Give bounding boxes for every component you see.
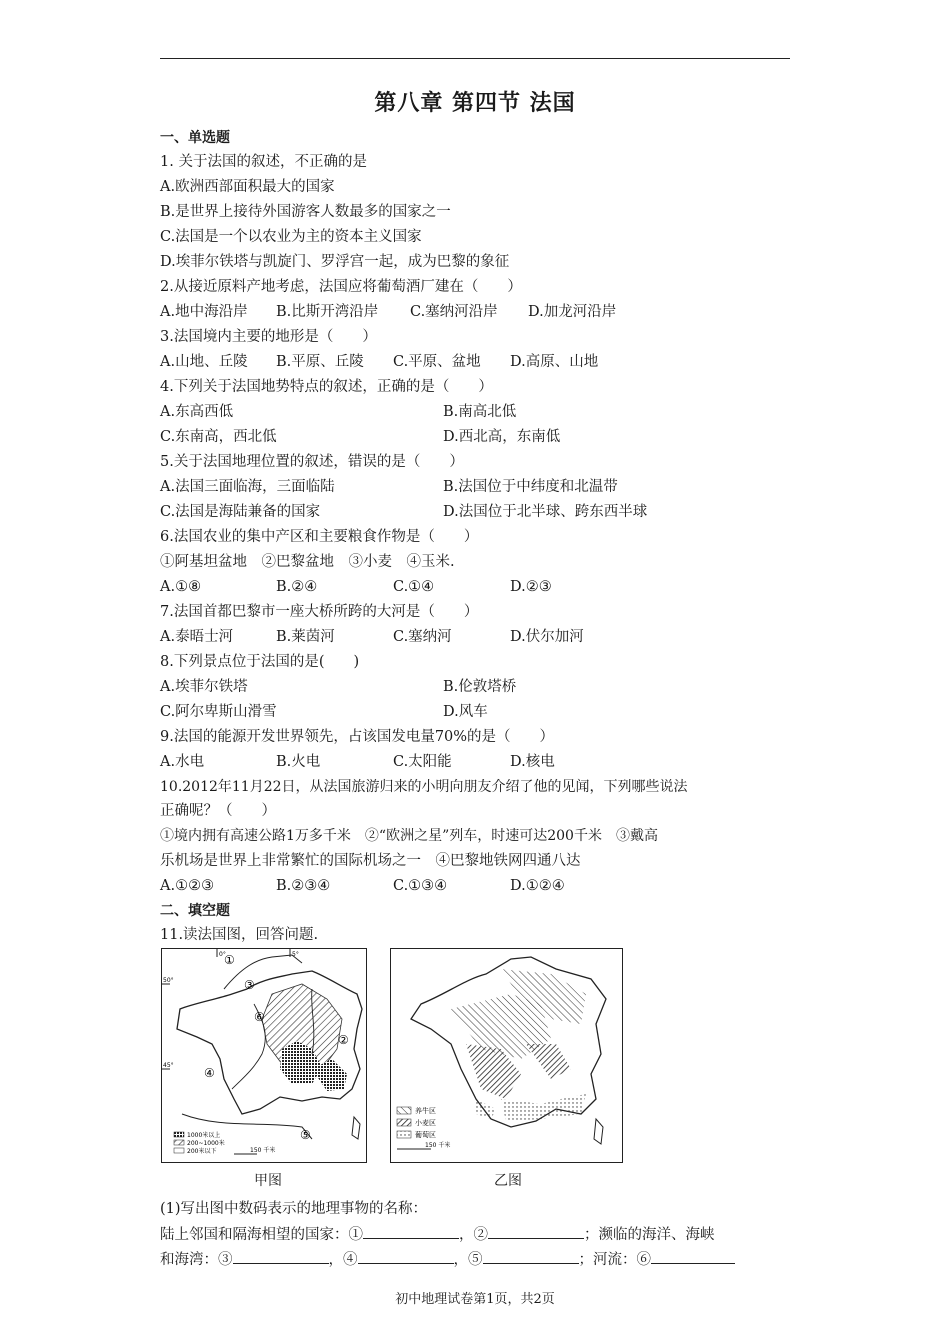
q7-option-b: B.莱茵河 [276, 629, 335, 645]
q7-option-a: A.泰晤士河 [160, 629, 234, 645]
map-jia-lat-50: 50° [163, 977, 174, 984]
q7-stem: 7.法国首都巴黎市一座大桥所跨的大河是（ ） [160, 604, 479, 620]
q2-option-d: D.加龙河沿岸 [528, 304, 617, 320]
q7-option-c: C.塞纳河 [393, 629, 452, 645]
q11-line2-part-a: 陆上邻国和隔海相望的国家：① [160, 1227, 363, 1243]
q10-option-a: A.①②③ [160, 878, 215, 894]
map-jia-label-1: ① [224, 953, 235, 967]
map-yi-legend-1: 养牛区 [415, 1107, 436, 1115]
map-jia-lon-5: 5° [292, 951, 299, 958]
q10-items-line1: ①境内拥有高速公路1万多千米 ②“欧洲之星”列车，时速可达200千米 ③戴高 [160, 828, 658, 844]
page-title: 第八章 第四节 法国 [374, 91, 576, 116]
q10-option-b: B.②③④ [276, 878, 331, 894]
blank-5[interactable] [483, 1249, 579, 1264]
q11-line3-part-a: 和海湾：③ [160, 1252, 233, 1268]
q7-option-d: D.伏尔加河 [510, 629, 584, 645]
q3-option-c: C.平原、盆地 [393, 354, 481, 370]
q3-option-d: D.高原、山地 [510, 354, 599, 370]
q9-option-b: B.火电 [276, 754, 321, 770]
map-jia-label-2: ② [338, 1033, 349, 1047]
map-yi-caption: 乙图 [494, 1173, 522, 1189]
section-heading-single-choice: 一、单选题 [160, 130, 230, 146]
q5-option-a: A.法国三面临海，三面临陆 [160, 479, 335, 495]
blank-3[interactable] [233, 1249, 329, 1264]
q3-option-b: B.平原、丘陵 [276, 354, 364, 370]
q6-option-b: B.②④ [276, 579, 318, 595]
q11-line2-part-b: ，② [459, 1227, 488, 1243]
map-yi-legend-3: 葡萄区 [415, 1131, 436, 1139]
map-jia-legend-2: 200~1000米 [187, 1140, 225, 1147]
q3-option-a: A.山地、丘陵 [160, 354, 248, 370]
section-heading-fill-blank: 二、填空题 [160, 903, 230, 919]
q5-option-d: D.法国位于北半球、跨东西半球 [443, 504, 648, 520]
map-jia-legend-3: 200米以下 [187, 1148, 217, 1155]
q6-items: ①阿基坦盆地 ②巴黎盆地 ③小麦 ④玉米. [160, 554, 455, 570]
map-jia-label-4: ④ [204, 1066, 215, 1080]
q11-stem: 11.读法国图，回答问题. [160, 927, 319, 943]
q8-option-c: C.阿尔卑斯山滑雪 [160, 704, 277, 720]
blank-2[interactable] [488, 1224, 584, 1239]
map-jia-legend-1: 1000米以上 [187, 1132, 221, 1139]
q3-stem: 3.法国境内主要的地形是（ ） [160, 329, 377, 345]
q5-stem: 5.关于法国地理位置的叙述，错误的是（ ） [160, 454, 464, 470]
q11-line3-part-b: ，④ [328, 1252, 358, 1268]
q6-option-a: A.①⑧ [160, 579, 202, 595]
map-yi-legend-2: 小麦区 [415, 1119, 436, 1127]
q4-option-a: A.东高西低 [160, 404, 234, 420]
q10-option-d: D.①②④ [510, 878, 565, 894]
q2-option-c: C.塞纳河沿岸 [410, 304, 498, 320]
q6-stem: 6.法国农业的集中产区和主要粮食作物是（ ） [160, 529, 479, 545]
header-rule [160, 58, 790, 59]
map-yi [390, 948, 623, 1163]
map-jia-drawing [162, 949, 366, 1162]
map-jia-caption: 甲图 [254, 1173, 282, 1189]
q10-items-line2: 乐机场是世界上非常繁忙的国际机场之一 ④巴黎地铁网四通八达 [160, 853, 581, 869]
q9-option-d: D.核电 [510, 754, 555, 770]
q10-stem-line1: 10.2012年11月22日，从法国旅游归来的小明向朋友介绍了他的见闻，下列哪些说法 [160, 779, 688, 795]
page-footer: 初中地理试卷第1页，共2页 [395, 1292, 555, 1307]
map-jia-lon-0: 0° [219, 951, 226, 958]
q9-stem: 9.法国的能源开发世界领先，占该国发电量70%的是（ ） [160, 729, 555, 745]
blank-1[interactable] [363, 1224, 459, 1239]
q11-sub1: (1)写出图中数码表示的地理事物的名称： [160, 1201, 428, 1217]
q9-option-a: A.水电 [160, 754, 205, 770]
q11-line3 [160, 1249, 735, 1270]
map-yi-drawing [391, 949, 622, 1162]
q4-option-b: B.南高北低 [443, 404, 517, 420]
map-jia-scale: 150 千米 [250, 1147, 276, 1154]
q1-option-a: A.欧洲西部面积最大的国家 [160, 179, 335, 195]
map-jia [161, 948, 367, 1163]
q11-line2 [160, 1224, 715, 1245]
map-jia-label-3: ③ [244, 978, 255, 992]
map-yi-scale: 150 千米 [425, 1142, 451, 1149]
q8-option-a: A.埃菲尔铁塔 [160, 679, 248, 695]
map-jia-lat-45: 45° [163, 1062, 174, 1069]
q1-option-c: C.法国是一个以农业为主的资本主义国家 [160, 229, 422, 245]
q6-option-d: D.②③ [510, 579, 552, 595]
map-jia-label-5: ⑤ [300, 1128, 311, 1142]
q4-option-c: C.东南高，西北低 [160, 429, 277, 445]
q2-option-b: B.比斯开湾沿岸 [276, 304, 379, 320]
q5-option-c: C.法国是海陆兼备的国家 [160, 504, 321, 520]
q1-option-b: B.是世界上接待外国游客人数最多的国家之一 [160, 204, 451, 220]
q2-stem: 2.从接近原料产地考虑，法国应将葡萄酒厂建在（ ） [160, 279, 522, 295]
q9-option-c: C.太阳能 [393, 754, 452, 770]
q4-option-d: D.西北高，东南低 [443, 429, 561, 445]
q11-line2-part-c: ；濒临的海洋、海峡 [584, 1227, 715, 1243]
q1-stem: 1. 关于法国的叙述，不正确的是 [160, 154, 367, 170]
q6-option-c: C.①④ [393, 579, 435, 595]
q11-line3-part-d: ；河流：⑥ [578, 1252, 651, 1268]
q11-line3-part-c: ，⑤ [453, 1252, 483, 1268]
q10-option-c: C.①③④ [393, 878, 448, 894]
q10-stem-line2: 正确呢？（ ） [160, 803, 276, 819]
q5-option-b: B.法国位于中纬度和北温带 [443, 479, 618, 495]
blank-4[interactable] [358, 1249, 454, 1264]
q8-stem: 8.下列景点位于法国的是( ) [160, 654, 360, 670]
q4-stem: 4.下列关于法国地势特点的叙述，正确的是（ ） [160, 379, 493, 395]
blank-6[interactable] [651, 1249, 735, 1264]
q2-option-a: A.地中海沿岸 [160, 304, 248, 320]
map-jia-label-6: ⑥ [254, 1010, 265, 1024]
q8-option-b: B.伦敦塔桥 [443, 679, 517, 695]
q1-option-d: D.埃菲尔铁塔与凯旋门、罗浮宫一起，成为巴黎的象征 [160, 254, 510, 270]
q8-option-d: D.风车 [443, 704, 488, 720]
